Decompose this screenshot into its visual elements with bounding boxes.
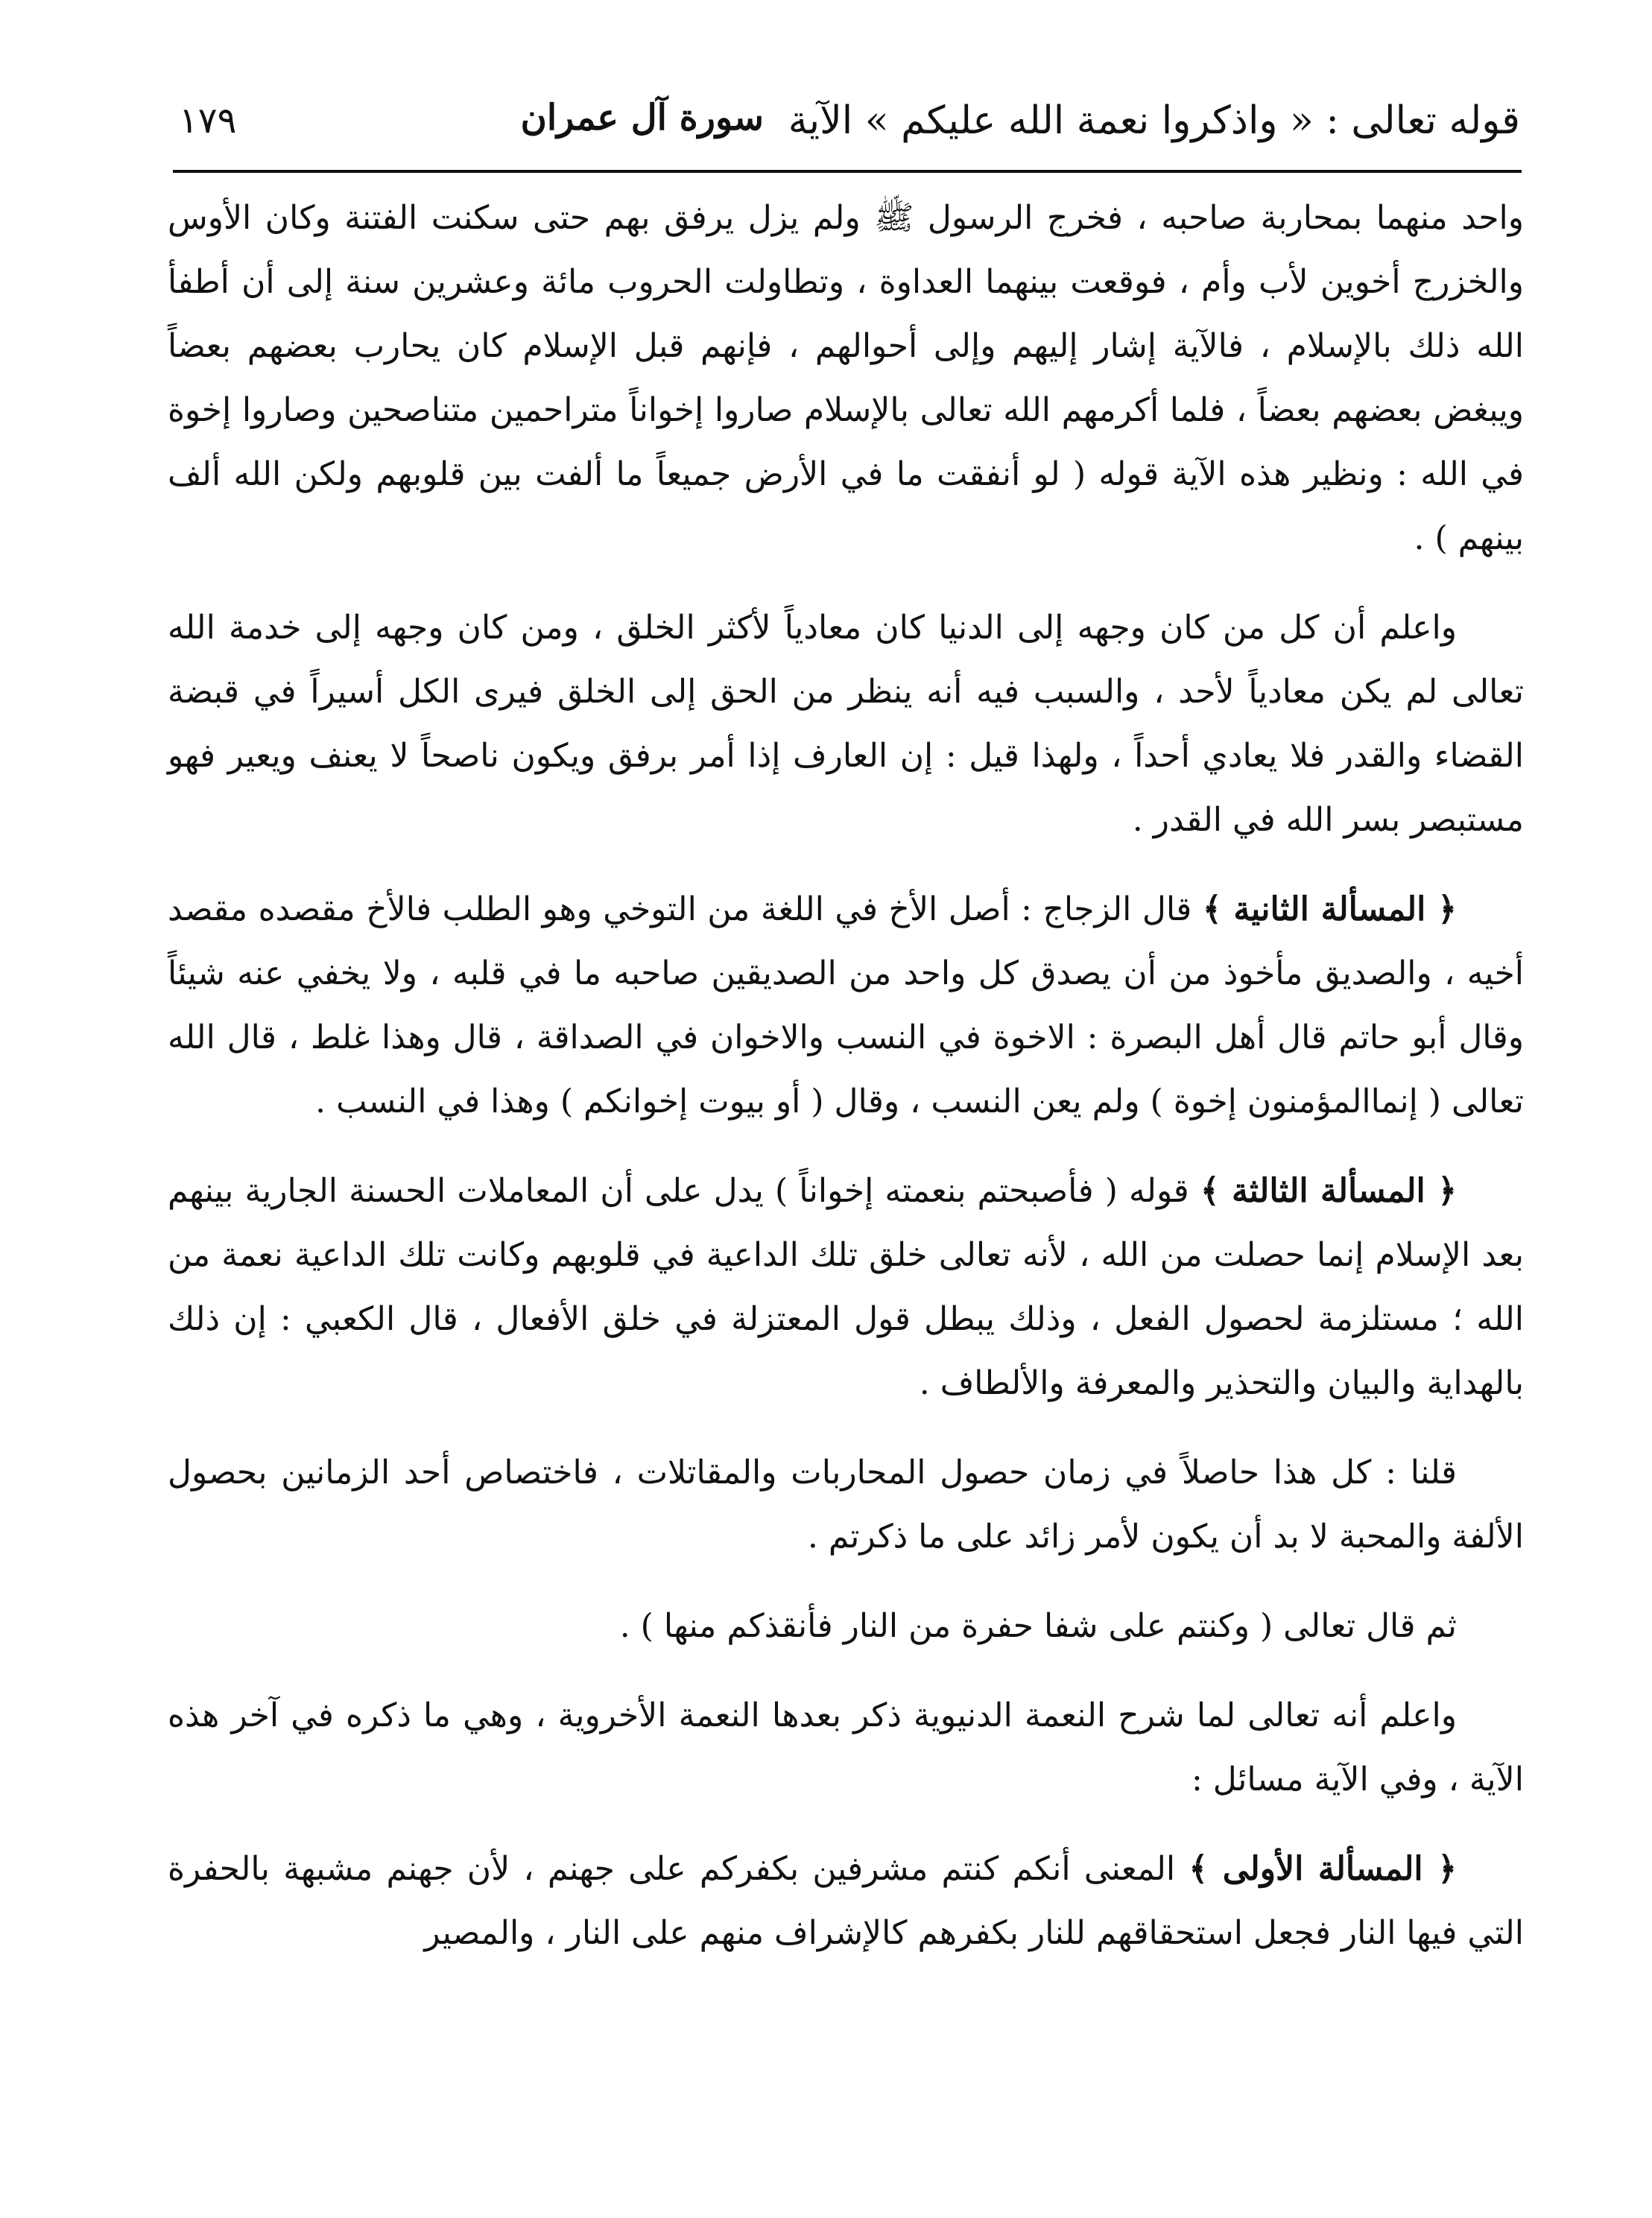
paragraph-text: واعلم أنه تعالى لما شرح النعمة الدنيوية ذكر بعدها النعمة الأخروية ، وهي ما ذكره في آخر هذه الآية ، وفي الآية مسائل : xyxy=(168,1696,1524,1799)
paragraph-1 xyxy=(168,186,1524,571)
paragraph-text: المعنى أنكم كنتم مشرفين بكفركم على جهنم ، لأن جهنم مشبهة بالحفرة التي فيها النار فجعل استحقاقهم للنار بكفرهم كالإشراف منهم على النار ، والمصير xyxy=(168,1850,1524,1952)
header-divider xyxy=(173,170,1522,173)
paragraph-text: ثم قال تعالى ( وكنتم على شفا حفرة من النار فأنقذكم منها ) . xyxy=(619,1607,1457,1645)
paragraph-2 xyxy=(168,596,1524,852)
page-number: ١٧٩ xyxy=(179,100,237,142)
header-title: قوله تعالى : « واذكروا نعمة الله عليكم » الآية xyxy=(788,98,1520,143)
paragraph-7 xyxy=(168,1684,1524,1812)
paragraph-5 xyxy=(168,1441,1524,1569)
issue-heading: ﴿ المسألة الأولى ﴾ xyxy=(1189,1850,1457,1888)
paragraph-text: واعلم أن كل من كان وجهه إلى الدنيا كان معادياً لأكثر الخلق ، ومن كان وجهه إلى خدمة الله تعالى لم يكن معادياً لأحد ، والسبب فيه أنه ينظر من الحق إلى الخلق فيرى الكل أسيراً في قبضة القضاء والقدر فلا يعادي أحداً ، ولهذا قيل : إن العارف إذا أمر برفق ويكون ناصحاً لا يعنف ويعير فهو مستبصر بسر الله في القدر . xyxy=(168,609,1524,839)
paragraph-6 xyxy=(168,1594,1524,1658)
paragraph-3 xyxy=(168,878,1524,1134)
paragraph-text: قلنا : كل هذا حاصلاً في زمان حصول المحاربات والمقاتلات ، فاختصاص أحد الزمانين بحصول الألفة والمحبة لا بد أن يكون لأمر زائد على ما ذكرتم . xyxy=(168,1454,1524,1556)
paragraph-8 xyxy=(168,1837,1524,1965)
header-surah-name: سورة آل عمران xyxy=(520,97,764,139)
paragraph-text: قوله ( فأصبحتم بنعمته إخواناً ) يدل على أن المعاملات الحسنة الجارية بينهم بعد الإسلام إنما حصلت من الله ، لأنه تعالى خلق تلك الداعية في قلوبهم وكانت تلك الداعية نعمة من الله ؛ مستلزمة لحصول الفعل ، وذلك يبطل قول المعتزلة في خلق الأفعال ، قال الكعبي : إن ذلك بالهداية والبيان والتحذير والمعرفة والألطاف . xyxy=(168,1172,1524,1402)
page-body xyxy=(168,186,1524,1991)
paragraph-4 xyxy=(168,1159,1524,1416)
issue-heading: ﴿ المسألة الثانية ﴾ xyxy=(1202,890,1457,928)
paragraph-text: قال الزجاج : أصل الأخ في اللغة من التوخي وهو الطلب فالأخ مقصده مقصد أخيه ، والصديق مأخوذ من أن يصدق كل واحد من الصديقين صاحبه ما في قلبه ، ولا يخفي عنه شيئاً وقال أبو حاتم قال أهل البصرة : الاخوة في النسب والاخوان في الصداقة ، قال وهذا غلط ، قال الله تعالى ( إنماالمؤمنون إخوة ) ولم يعن النسب ، وقال ( أو بيوت إخوانكم ) وهذا في النسب . xyxy=(168,890,1524,1121)
running-header xyxy=(179,89,1520,164)
paragraph-text: واحد منهما بمحاربة صاحبه ، فخرج الرسول ﷺ ولم يزل يرفق بهم حتى سكنت الفتنة وكان الأوس والخزرج أخوين لأب وأم ، فوقعت بينهما العداوة ، وتطاولت الحروب مائة وعشرين سنة إلى أن أطفأ الله ذلك بالإسلام ، فالآية إشار إليهم وإلى أحوالهم ، فإنهم قبل الإسلام كان يحارب بعضهم بعضاً ويبغض بعضهم بعضاً ، فلما أكرمهم الله تعالى بالإسلام صاروا إخواناً متراحمين متناصحين وصاروا إخوة في الله : ونظير هذه الآية قوله ( لو أنفقت ما في الأرض جميعاً ما ألفت بين قلوبهم ولكن الله ألف بينهم ) . xyxy=(168,199,1524,557)
issue-heading: ﴿ المسألة الثالثة ﴾ xyxy=(1200,1172,1457,1210)
